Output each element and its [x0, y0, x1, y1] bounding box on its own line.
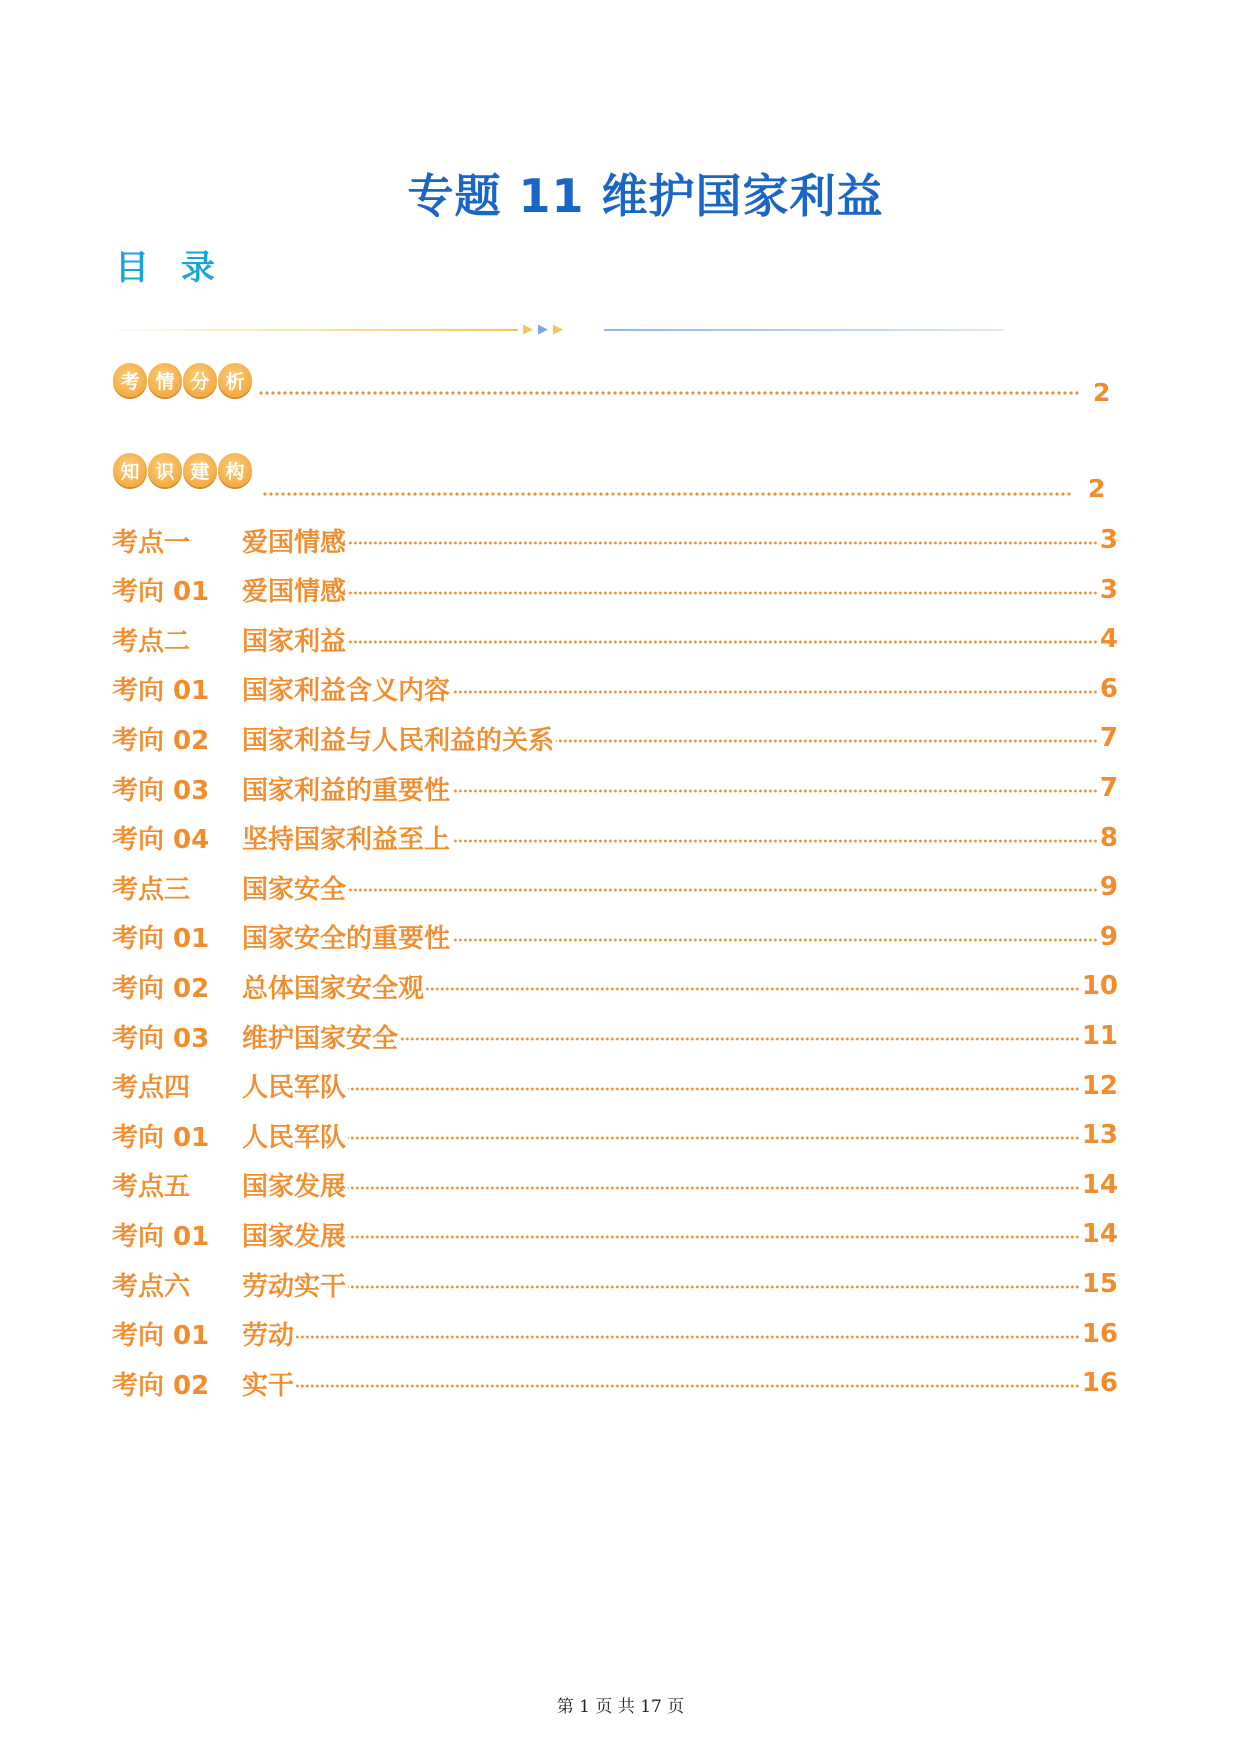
dot-leader — [348, 640, 1098, 644]
arrow-icon: ▶ — [523, 322, 533, 337]
arrow-icon: ▶ — [538, 322, 548, 337]
dot-leader — [400, 1037, 1080, 1041]
toc-entry[interactable] — [112, 619, 1118, 659]
toc-entry[interactable] — [112, 1016, 1118, 1056]
page-number: 3 — [1099, 574, 1118, 605]
page-number: 14 — [1081, 1219, 1118, 1250]
toc-entry[interactable] — [112, 768, 1118, 808]
page-number: 2 — [1093, 378, 1111, 407]
toc-entry[interactable] — [112, 1214, 1118, 1254]
badge-char: 分 — [183, 363, 217, 397]
toc-entry-number: 考点一 — [112, 527, 191, 558]
page-number: 16 — [1081, 1318, 1118, 1349]
dot-leader — [258, 391, 1080, 395]
toc-entry-number: 考向 01 — [112, 1321, 210, 1352]
toc-entry[interactable] — [112, 1066, 1118, 1106]
toc-entry-title: 国家发展 — [242, 1221, 347, 1252]
badge-char: 知 — [113, 453, 147, 487]
toc-entry-number: 考向 03 — [112, 1023, 210, 1054]
toc-entry-number: 考向 03 — [112, 775, 210, 806]
page-number: 7 — [1099, 773, 1118, 803]
divider-line-left — [118, 329, 518, 331]
dot-leader — [348, 1235, 1080, 1239]
dot-leader — [348, 1136, 1080, 1140]
toc-entry-title: 坚持国家利益至上 — [242, 825, 451, 856]
badge-char: 情 — [148, 363, 182, 397]
badge-analysis[interactable] — [113, 363, 252, 397]
toc-entry-number: 考点六 — [112, 1271, 191, 1302]
toc-entry[interactable] — [112, 1264, 1118, 1304]
toc-entry[interactable] — [112, 669, 1118, 709]
toc-entry-title: 爱国情感 — [242, 527, 347, 558]
page-title: 专题 11 维护国家利益 — [407, 169, 884, 223]
toc-entry[interactable] — [112, 570, 1118, 610]
toc-entry-title: 维护国家安全 — [242, 1023, 399, 1054]
toc-entry[interactable] — [112, 1115, 1118, 1155]
toc-entry-number: 考点四 — [112, 1073, 191, 1104]
toc-entry[interactable] — [112, 917, 1118, 957]
dot-leader — [262, 492, 1072, 496]
dot-leader — [556, 739, 1098, 743]
page-number: 3 — [1099, 525, 1118, 555]
toc-entry[interactable] — [112, 867, 1118, 907]
dot-leader — [348, 888, 1098, 892]
arrow-icon: ▶ — [553, 322, 563, 337]
badge-knowledge[interactable] — [113, 453, 252, 487]
dot-leader — [348, 541, 1098, 545]
page-number: 9 — [1099, 921, 1118, 952]
toc-entry-title: 爱国情感 — [242, 577, 347, 608]
toc-entry[interactable] — [112, 1314, 1118, 1354]
page-number: 10 — [1081, 971, 1118, 1002]
toc-entry-number: 考向 01 — [112, 924, 210, 955]
toc-entry-title: 国家安全 — [242, 874, 347, 905]
page-number: 6 — [1099, 673, 1118, 704]
toc-entry[interactable] — [112, 818, 1118, 858]
dot-leader — [348, 591, 1098, 595]
badge-char: 构 — [218, 453, 252, 487]
page-number: 15 — [1081, 1269, 1118, 1299]
toc-entry-title: 国家安全的重要性 — [242, 924, 451, 955]
toc-entry-title: 人民军队 — [242, 1122, 347, 1153]
toc-entry-number: 考点五 — [112, 1172, 191, 1203]
badge-char: 建 — [183, 453, 217, 487]
toc-entry-number: 考点三 — [112, 874, 191, 905]
toc-entry-number: 考点二 — [112, 626, 191, 657]
page-number: 7 — [1099, 723, 1118, 754]
dot-leader — [296, 1335, 1080, 1339]
toc-entry-number: 考向 01 — [112, 1221, 210, 1252]
dot-leader — [296, 1384, 1080, 1388]
toc-entry-title: 劳动实干 — [242, 1271, 347, 1302]
toc-entry-number: 考向 02 — [112, 1370, 210, 1401]
dot-leader — [452, 938, 1098, 942]
toc-entry-number: 考向 01 — [112, 577, 210, 608]
divider-line-right — [604, 329, 1004, 331]
page-number: 11 — [1081, 1021, 1118, 1051]
dot-leader — [348, 1186, 1080, 1190]
page-number: 4 — [1099, 624, 1118, 655]
toc-entry[interactable] — [112, 718, 1118, 758]
toc-entry-title: 国家利益含义内容 — [242, 676, 451, 707]
toc-entry-title: 国家利益 — [242, 626, 347, 657]
page-number: 13 — [1081, 1120, 1118, 1151]
page-number: 12 — [1081, 1070, 1118, 1101]
toc-entry-title: 总体国家安全观 — [242, 973, 425, 1004]
page-number: 8 — [1099, 822, 1118, 853]
badge-char: 考 — [113, 363, 147, 397]
toc-entry-title: 劳动 — [242, 1321, 295, 1352]
page-number: 14 — [1081, 1169, 1118, 1200]
toc-entry-number: 考向 02 — [112, 725, 210, 756]
badge-char: 识 — [148, 453, 182, 487]
decorative-divider — [118, 320, 1008, 340]
badge-char: 析 — [218, 363, 252, 397]
dot-leader — [426, 987, 1080, 991]
toc-entry-number: 考向 01 — [112, 676, 210, 707]
toc-entry[interactable] — [112, 1363, 1118, 1403]
dot-leader — [452, 789, 1098, 793]
toc-entry-title: 实干 — [242, 1370, 295, 1401]
toc-entry-number: 考向 01 — [112, 1122, 210, 1153]
dot-leader — [348, 1087, 1080, 1091]
dot-leader — [348, 1285, 1080, 1289]
toc-entry-title: 国家发展 — [242, 1172, 347, 1203]
page-number: 2 — [1088, 474, 1106, 503]
toc-heading: 目 录 — [115, 248, 225, 288]
page-number: 16 — [1081, 1368, 1118, 1399]
toc-entry[interactable] — [112, 1165, 1118, 1205]
toc-entry-title: 国家利益与人民利益的关系 — [242, 725, 555, 756]
dot-leader — [452, 690, 1098, 694]
dot-leader — [452, 839, 1098, 843]
toc-entry[interactable] — [112, 520, 1118, 560]
toc-entry-title: 国家利益的重要性 — [242, 775, 451, 806]
page-footer: 第 1 页 共 17 页 — [556, 1697, 685, 1717]
toc-entry-title: 人民军队 — [242, 1073, 347, 1104]
page-number: 9 — [1099, 872, 1118, 903]
toc-entry[interactable] — [112, 966, 1118, 1006]
toc-entry-number: 考向 04 — [112, 825, 210, 856]
toc-entry-number: 考向 02 — [112, 973, 210, 1004]
